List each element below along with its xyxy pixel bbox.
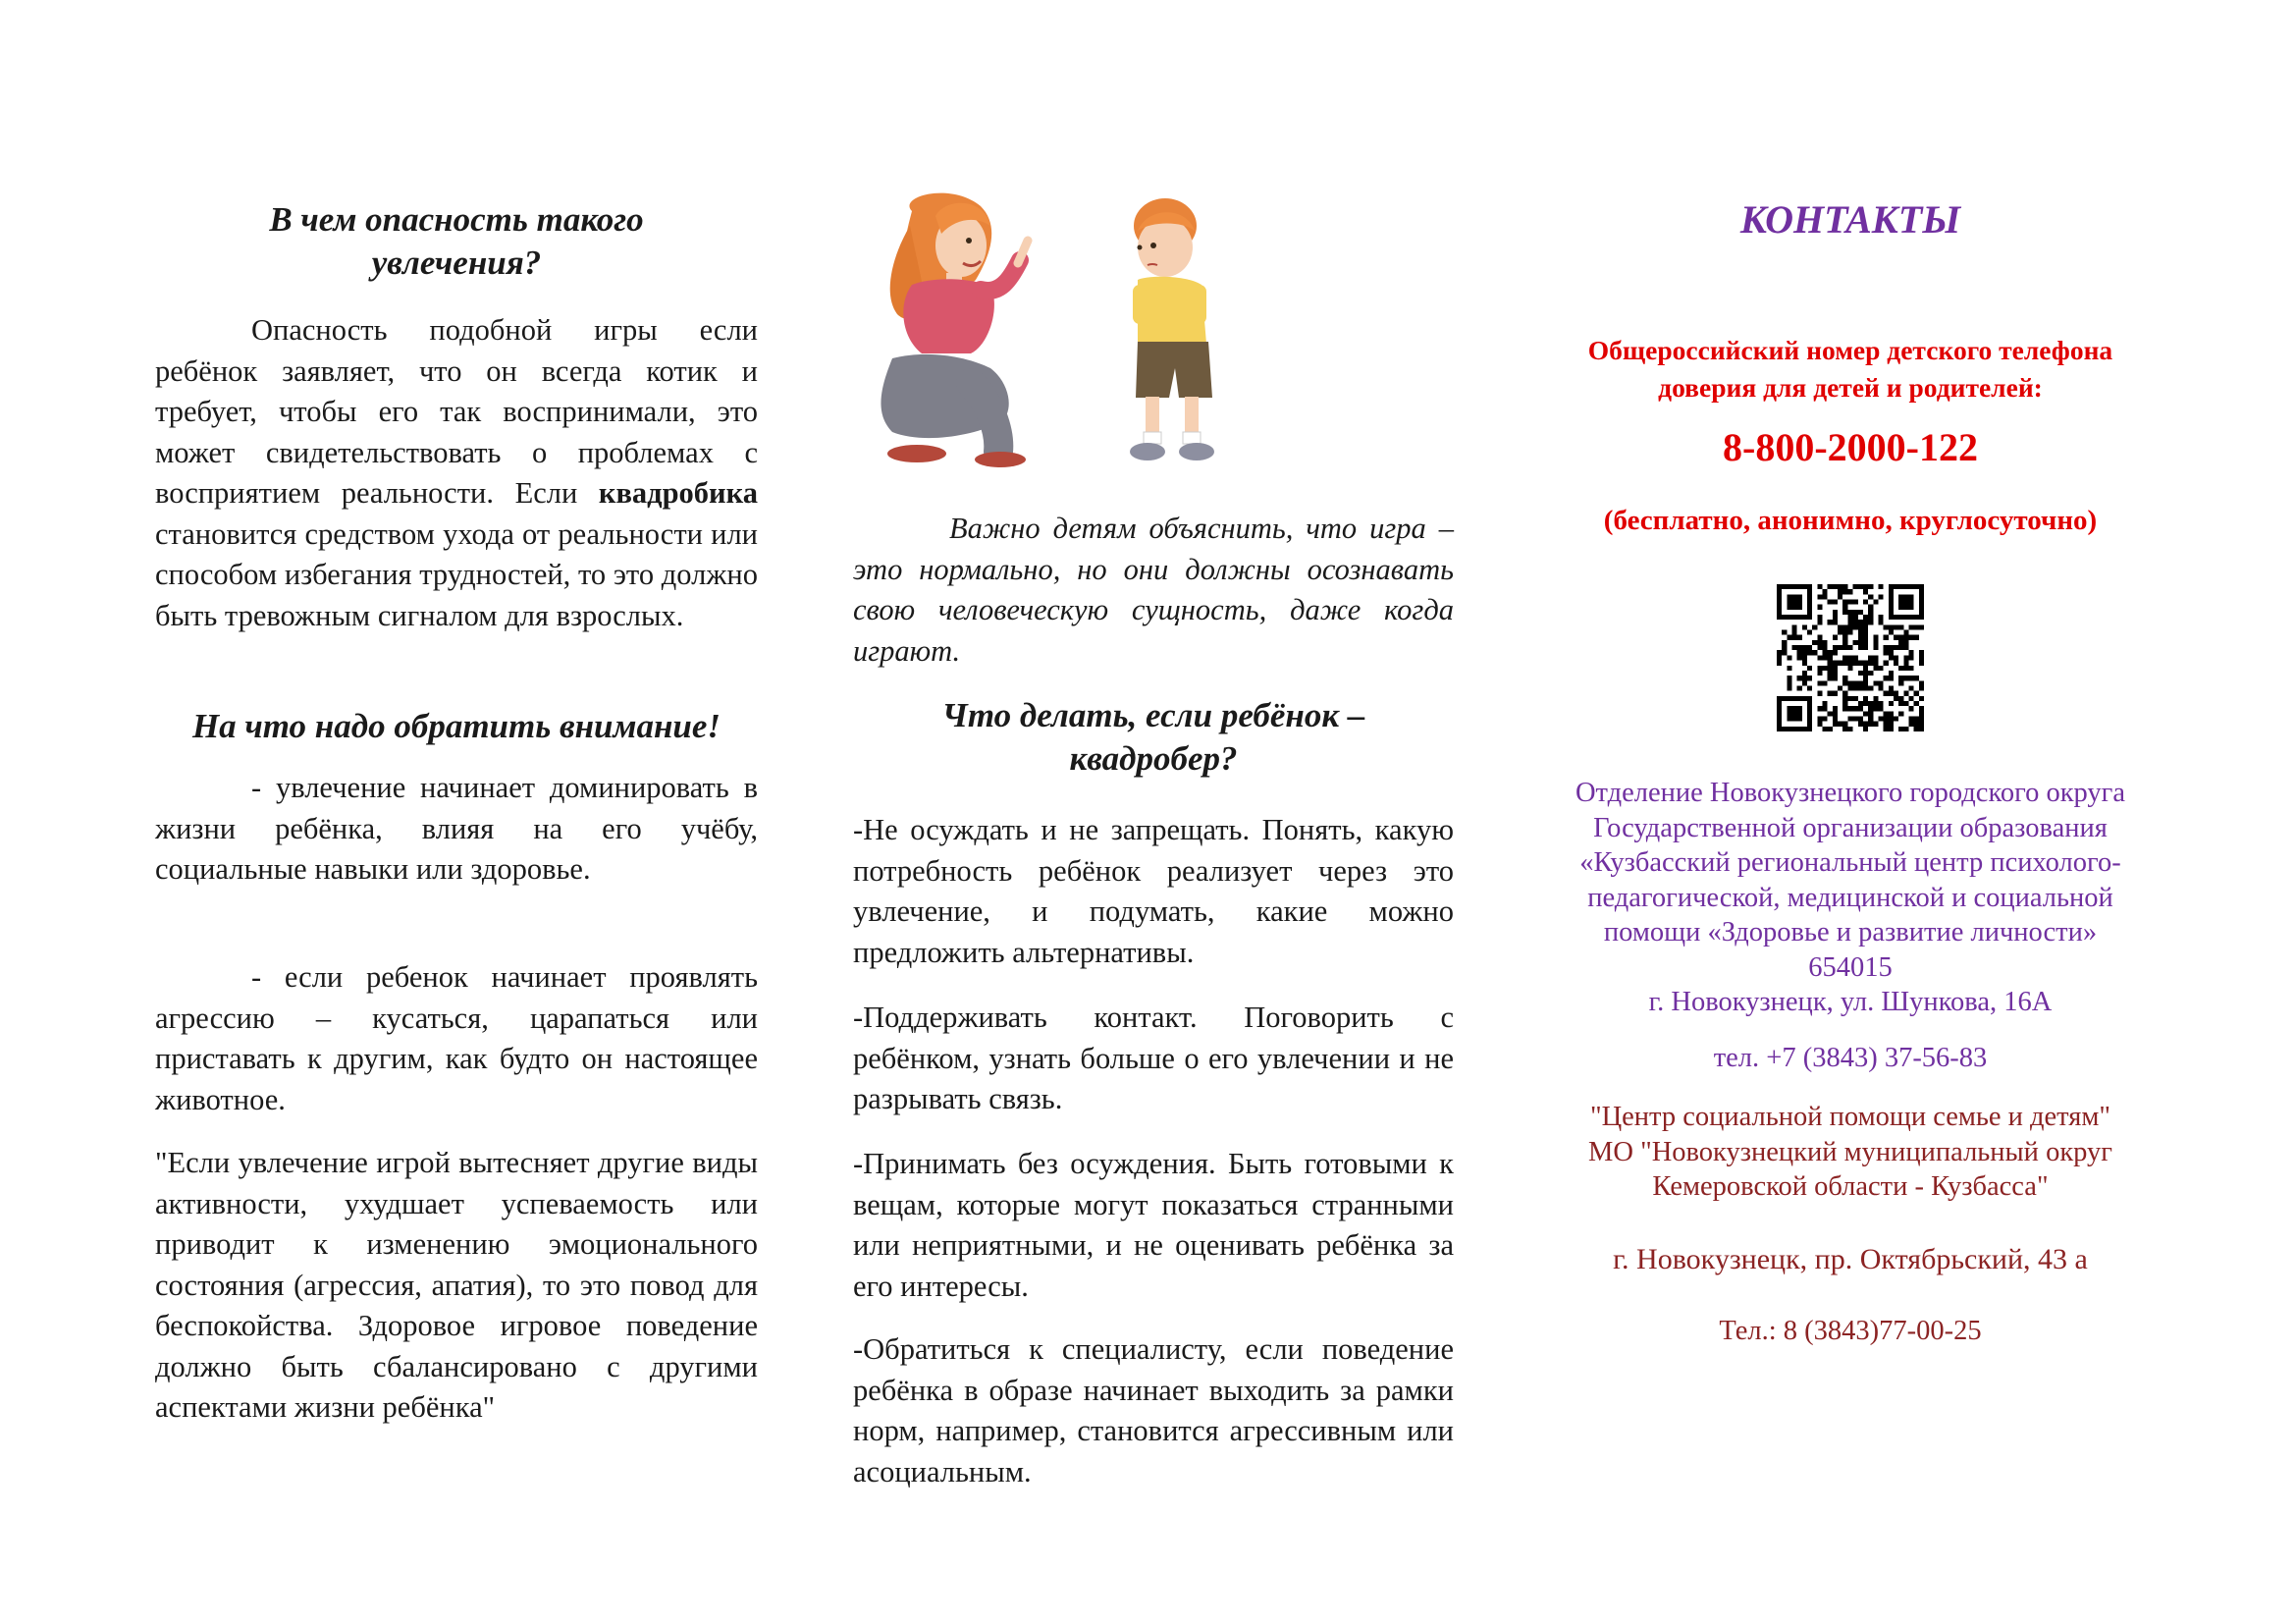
qr-code-icon[interactable] <box>1777 584 1924 731</box>
org2-line: "Центр социальной помощи семье и детям" <box>1589 1102 2111 1132</box>
org1-address: г. Новокузнецк, ул. Шункова, 16А <box>1648 987 2053 1017</box>
what-to-do-heading <box>853 694 1454 781</box>
hotline-phone[interactable]: 8-800-2000-122 <box>1723 425 1978 469</box>
org2-line: МО "Новокузнецкий муниципальный округ <box>1588 1136 2112 1167</box>
what-to-do-heading-line2: квадробер? <box>1069 739 1238 778</box>
hotline-label-line1: Общероссийский номер детского телефона <box>1587 335 2113 365</box>
danger-heading-line2: увлечения? <box>371 244 542 282</box>
hotline-label-line2: доверия для детей и родителей: <box>1658 372 2043 403</box>
danger-paragraph-end: становится средством ухода от реальности или способом избегания трудностей, то это должно быть тревожным сигналом для взрослых. <box>155 516 758 632</box>
org1-postcode: 654015 <box>1808 951 1893 983</box>
hotline-label <box>1541 332 2160 406</box>
quadrobics-term: квадробика <box>598 476 758 510</box>
org1-line: «Кузбасский региональный центр психолого- <box>1579 847 2121 878</box>
org1-block <box>1541 776 2160 1020</box>
org1-line: педагогической, медицинской и социальной <box>1587 882 2113 913</box>
org2-address: г. Новокузнецк, пр. Октябрьский, 43 а <box>1613 1243 2088 1275</box>
attention-item-1: - увлечение начинает доминировать в жизни ребёнка, влияя на его учёбу, социальные навыки или здоровье. <box>155 771 758 886</box>
danger-heading <box>155 198 758 285</box>
mother-and-child-illustration <box>853 187 1275 471</box>
advice-item-2: -Поддерживать контакт. Поговорить с ребёнком, узнать больше о его увлечении и не разрывать связь. <box>853 1001 1454 1115</box>
contacts-title: КОНТАКТЫ <box>1739 197 1961 242</box>
advice-item-1: -Не осуждать и не запрещать. Понять, какую потребность ребёнок реализует через это увлечение, и подумать, какие можно предложить альтернативы. <box>853 813 1454 969</box>
org2-phone[interactable]: Тел.: 8 (3843)77-00-25 <box>1719 1316 1982 1346</box>
org1-line: Государственной организации образования <box>1593 812 2108 843</box>
org2-line: Кемеровской области - Кузбасса" <box>1652 1171 2049 1202</box>
quote-paragraph: "Если увлечение игрой вытесняет другие виды активности, ухудшает успеваемость или приводит к изменению эмоционального состояния (агрессия, апатия), то это повод для беспокойства. Здоровое игровое поведение должно быть сбалансировано с другими аспектами жизни ребёнка" <box>155 1146 758 1424</box>
danger-heading-line1: В чем опасность такого <box>269 200 644 239</box>
org2-block <box>1541 1100 2160 1205</box>
org1-line: помощи «Здоровье и развитие личности» <box>1603 917 2098 947</box>
hotline-note: (бесплатно, анонимно, круглосуточно) <box>1603 505 2098 536</box>
org1-phone[interactable]: тел. +7 (3843) 37-56-83 <box>1713 1043 1988 1073</box>
attention-heading: На что надо обратить внимание! <box>191 707 721 745</box>
danger-paragraph-start: Опасность подобной игры если ребёнок заявляет, что он всегда котик и требует, чтобы его так воспринимали, это может свидетельствовать о проблемах с восприятием реальности. Если <box>155 313 758 510</box>
what-to-do-heading-line1: Что делать, если ребёнок – <box>941 696 1365 734</box>
attention-item-2: - если ребенок начинает проявлять агрессию – кусаться, царапаться или приставать к другим, как будто он настоящее животное. <box>155 960 758 1116</box>
explain-paragraph: Важно детям объяснить, что игра – это нормально, но они должны осознавать свою человеческую сущность, даже когда играют. <box>853 512 1454 668</box>
advice-item-3: -Принимать без осуждения. Быть готовыми к вещам, которые могут показаться странными или неприятными, и не оценивать ребёнка за его интересы. <box>853 1147 1454 1303</box>
advice-item-4: -Обратиться к специалисту, если поведение ребёнка в образе начинает выходить за рамки норм, например, становится агрессивным или асоциальным. <box>853 1332 1454 1489</box>
org1-line: Отделение Новокузнецкого городского округа <box>1575 778 2126 808</box>
danger-paragraph <box>155 310 758 636</box>
